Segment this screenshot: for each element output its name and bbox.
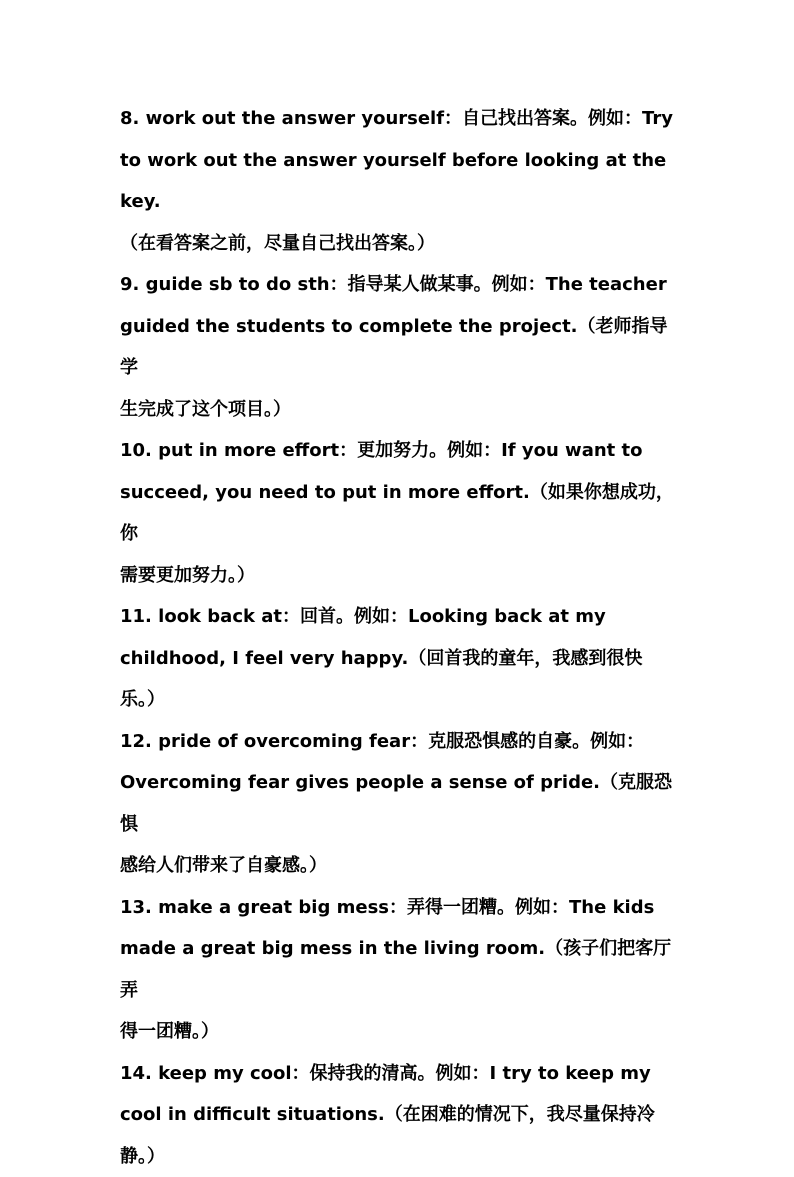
entry-line: 13. make a great big mess：弄得一团糟。例如：The kids (120, 887, 680, 929)
entry-line: guided the students to complete the project.（老师指导学 (120, 306, 680, 389)
entry-line: 静。） (120, 1136, 680, 1177)
entry-11 (120, 596, 680, 721)
entry-8 (120, 98, 680, 264)
entry-line: 生完成了这个项目。） (120, 389, 680, 431)
entry-line: Overcoming fear gives people a sense of pride.（克服恐惧 (120, 762, 680, 845)
entry-line: cool in difficult situations.（在困难的情况下，我尽量保持冷 (120, 1094, 680, 1136)
entry-line: made a great big mess in the living room.（孩子们把客厅弄 (120, 928, 680, 1011)
entry-10 (120, 430, 680, 596)
entry-14 (120, 1053, 680, 1177)
entry-line: 11. look back at：回首。例如：Looking back at my (120, 596, 680, 638)
entry-line: 感给人们带来了自豪感。） (120, 845, 680, 887)
entry-line: 8. work out the answer yourself：自己找出答案。例如：Try (120, 98, 680, 140)
entry-line: 10. put in more effort：更加努力。例如：If you want to (120, 430, 680, 472)
entry-line: 12. pride of overcoming fear：克服恐惧感的自豪。例如： (120, 721, 680, 763)
entry-line: 14. keep my cool：保持我的清高。例如：I try to keep my (120, 1053, 680, 1095)
entry-line: succeed, you need to put in more effort.（如果你想成功，你 (120, 472, 680, 555)
vocabulary-list (120, 98, 680, 1177)
entry-9 (120, 264, 680, 430)
entry-line: 乐。） (120, 679, 680, 721)
entry-line: childhood, I feel very happy.（回首我的童年，我感到很快 (120, 638, 680, 680)
entry-line: 需要更加努力。） (120, 555, 680, 597)
entry-12 (120, 721, 680, 887)
entry-line: （在看答案之前，尽量自己找出答案。） (120, 223, 680, 265)
entry-line: 9. guide sb to do sth：指导某人做某事。例如：The teacher (120, 264, 680, 306)
entry-13 (120, 887, 680, 1053)
entry-line: to work out the answer yourself before looking at the key. (120, 140, 680, 223)
entry-line: 得一团糟。） (120, 1011, 680, 1053)
